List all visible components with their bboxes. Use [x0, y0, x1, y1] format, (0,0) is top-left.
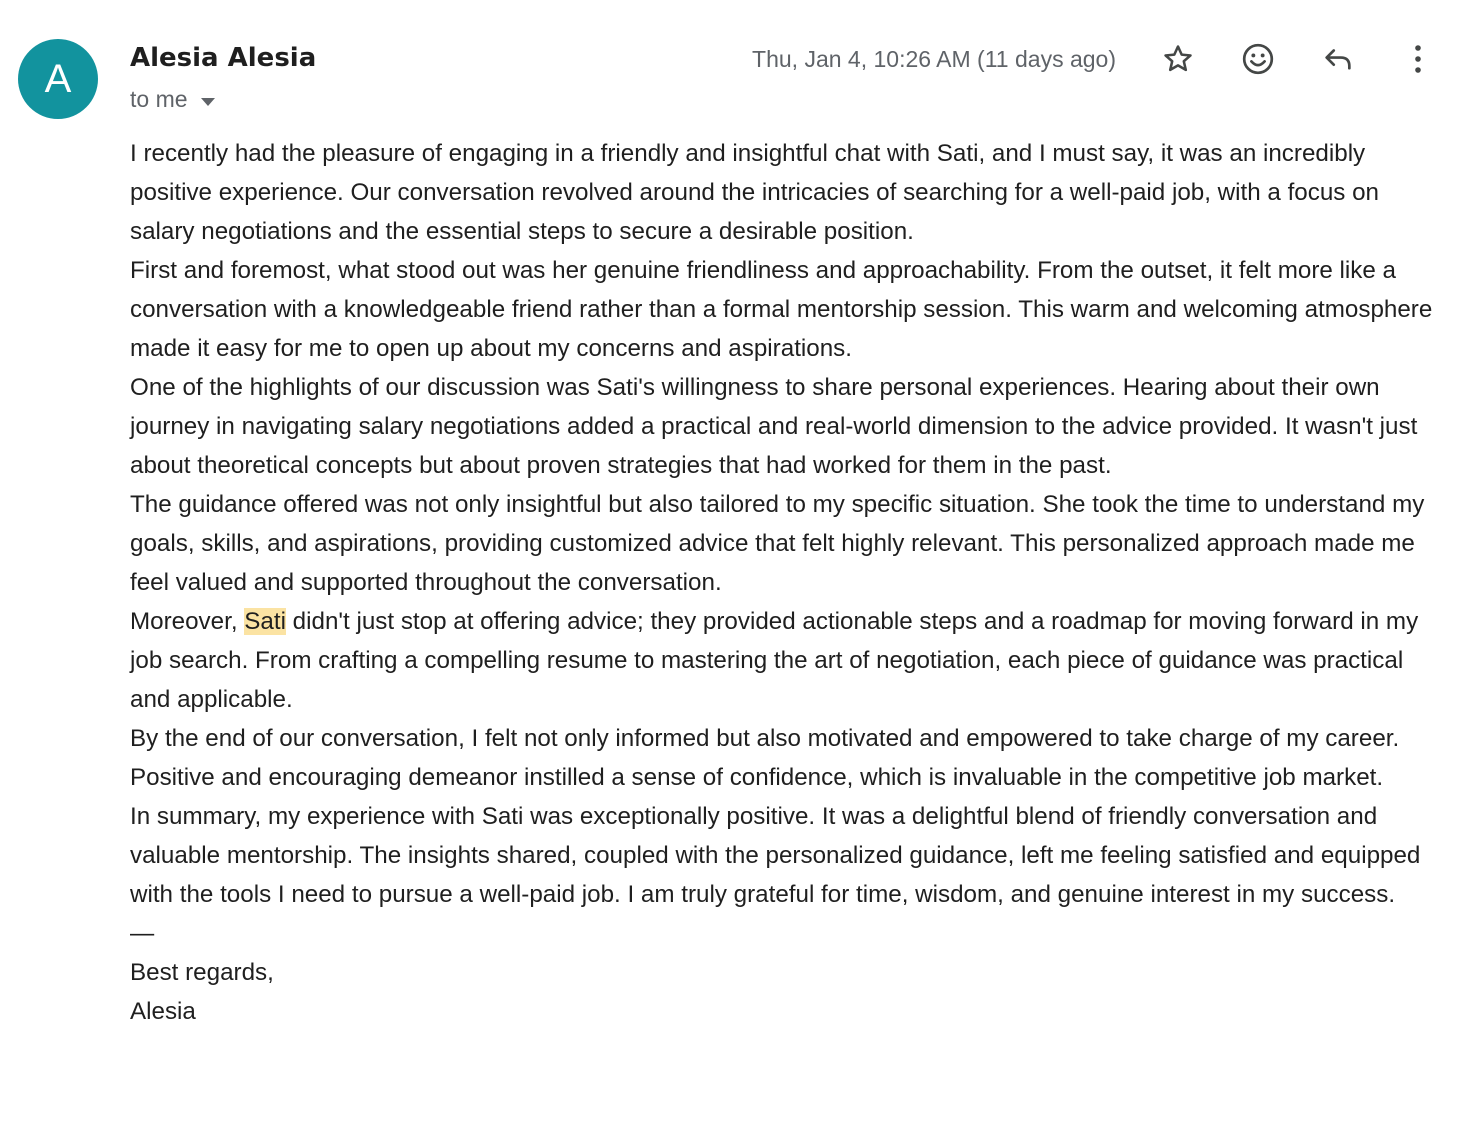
- search-highlight: Sati: [244, 608, 286, 635]
- signature-closing: Best regards,: [130, 959, 274, 986]
- sender-name[interactable]: Alesia Alesia: [130, 43, 317, 73]
- add-reaction-button[interactable]: [1237, 38, 1279, 80]
- star-button[interactable]: [1157, 38, 1199, 80]
- body-paragraph: By the end of our conversation, I felt not only informed but also motivated and empowered to take charge of my career. Positive and encouraging demeanor instilled a sense of confidence, which is invaluable in the competitive job market.: [130, 725, 1400, 791]
- recipient-label: to me: [130, 85, 188, 112]
- emoji-icon: [1240, 41, 1276, 77]
- body-paragraph: First and foremost, what stood out was her genuine friendliness and approachability. From the outset, it felt more like a conversation with a knowledgeable friend rather than a formal mentorship session. This warm and welcoming atmosphere made it easy for me to open up about my concerns and aspirations.: [130, 257, 1433, 362]
- signature-separator: —: [130, 920, 155, 947]
- body-paragraph: One of the highlights of our discussion was Sati's willingness to share personal experiences. Hearing about their own journey in navigating salary negotiations added a practical and real-world dimension to the advice provided. It wasn't just about theoretical concepts but about proven strategies that had worked for them in the past.: [130, 374, 1418, 479]
- body-text-segment: didn't just stop at offering advice; they provided actionable steps and a roadmap for moving forward in my job search. From crafting a compelling resume to mastering the art of negotiation, each piece of guidance was practical and applicable.: [130, 608, 1419, 713]
- email-body: [130, 134, 1445, 1031]
- recipient-details-toggle[interactable]: [130, 84, 216, 114]
- body-paragraph: [130, 602, 1445, 719]
- reply-icon: [1321, 42, 1355, 76]
- body-paragraph: The guidance offered was not only insightful but also tailored to my specific situation. She took the time to understand my goals, skills, and aspirations, providing customized advice that felt highly relevant. This personalized approach made me feel valued and supported throughout the conversation.: [130, 491, 1425, 596]
- body-paragraph: I recently had the pleasure of engaging in a friendly and insightful chat with Sati, and I must say, it was an incredibly positive experience. Our conversation revolved around the intricacies of searching for a well-paid job, with a focus on salary negotiations and the essential steps to secure a desirable position.: [130, 140, 1380, 245]
- body-text-segment: Moreover,: [130, 608, 245, 635]
- more-vert-icon: [1413, 44, 1423, 74]
- body-paragraph: In summary, my experience with Sati was exceptionally positive. It was a delightful blend of friendly conversation and valuable mentorship. The insights shared, coupled with the personalized guidance, left me feeling satisfied and equipped with the tools I need to pursue a well-paid job. I am truly grateful for time, wisdom, and genuine interest in my success.: [130, 803, 1421, 908]
- email-date: Thu, Jan 4, 10:26 AM (11 days ago): [752, 46, 1116, 72]
- caret-down-icon[interactable]: [200, 94, 216, 104]
- more-options-button[interactable]: [1397, 38, 1439, 80]
- signature-name: Alesia: [130, 998, 196, 1025]
- sender-avatar[interactable]: A: [18, 39, 98, 119]
- star-icon: [1161, 42, 1195, 76]
- reply-button[interactable]: [1317, 38, 1359, 80]
